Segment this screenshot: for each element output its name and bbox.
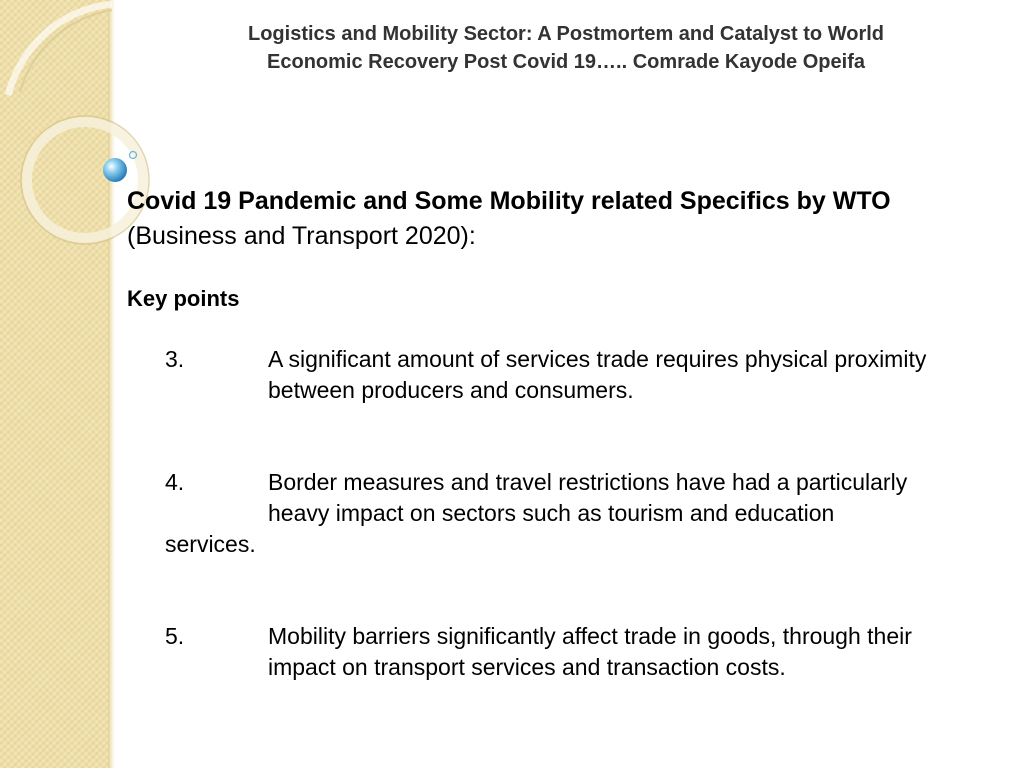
heading-normal-text: (Business and Transport 2020): (127, 222, 476, 250)
title-line-1: Logistics and Mobility Sector: A Postmortem and Catalyst to World (248, 23, 884, 45)
list-item (165, 467, 1010, 560)
heading-bold-text: Covid 19 Pandemic and Some Mobility related Specifics by WTO (127, 187, 891, 215)
title-line-2: Economic Recovery Post Covid 19….. Comrade Kayode Opeifa (267, 51, 865, 73)
decorative-ring (27, 122, 143, 238)
point-text-line-1: Border measures and travel restrictions have had a particularly (268, 469, 908, 495)
point-text-line-2: between producers and consumers. (268, 377, 634, 403)
point-text-line-1: A significant amount of services trade requires physical proximity (268, 346, 927, 372)
point-text-line-2: impact on transport services and transaction costs. (268, 654, 786, 680)
slide-title (150, 20, 982, 76)
list-item (165, 344, 1010, 406)
blue-orb-icon (103, 158, 127, 182)
point-text-line-1: Mobility barriers significantly affect trade in goods, through their (268, 623, 912, 649)
list-item (165, 621, 1010, 683)
key-points-label: Key points (127, 286, 240, 311)
point-number: 3. (165, 346, 185, 372)
point-number: 4. (165, 469, 185, 495)
point-text-line-3: services. (165, 531, 256, 557)
section-heading (127, 184, 1007, 254)
point-text-line-2: heavy impact on sectors such as tourism and education (268, 500, 835, 526)
point-number: 5. (165, 623, 185, 649)
